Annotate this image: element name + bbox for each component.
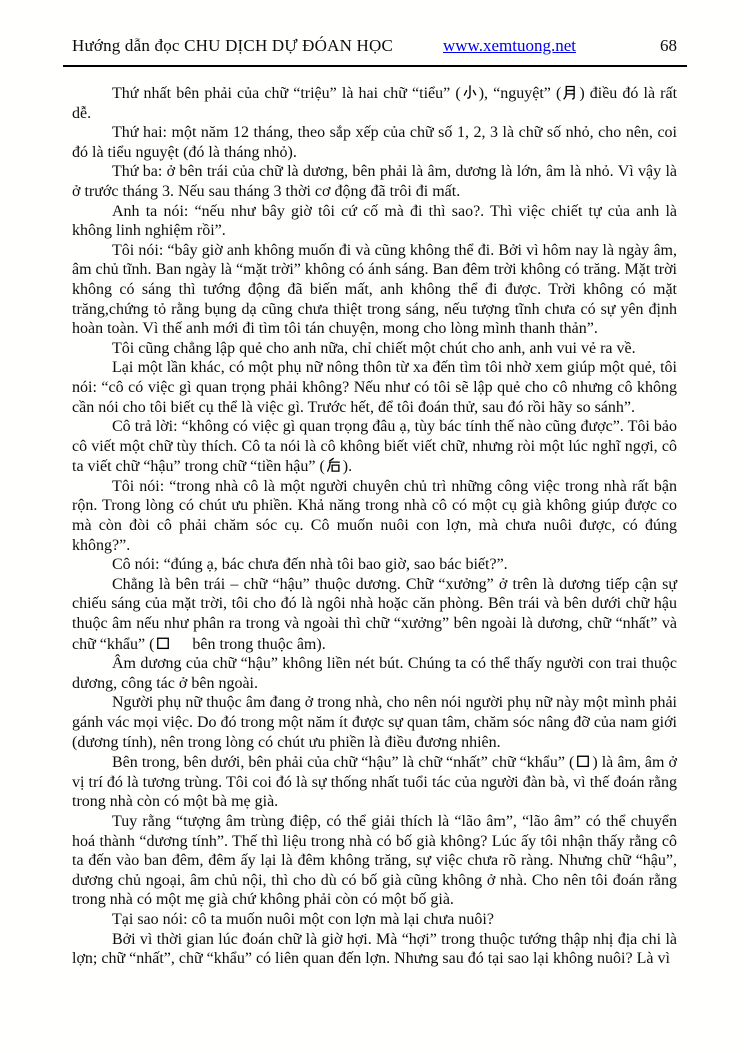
paragraph: Thứ nhất bên phải của chữ “triệu” là hai chữ “tiểu” ( ), “nguyệt” ( ) điều đó là rất dễ. [72, 85, 678, 122]
paragraph: Tuy rằng “tượng âm trùng điệp, có thể giải thích là “lão âm”, “lão âm” có thể chuyển hoá thành “dương tính”. Thế thì liệu trong nhà có bố già không? Lúc ấy tôi nhận thấy rằng cô ta đến vào ban đêm, đêm ấy lại là đêm không trăng, sự việc chưa rõ ràng. Nhưng chữ “hậu”, dương chủ ngoại, âm chủ nội, thì cho dù có bố già cũng không ở nhà. Cho nên tôi đoán rằng trong nhà có một mẹ già chứ không phải còn có một bố già. [72, 812, 677, 909]
paragraph: Thứ hai: một năm 12 tháng, theo sắp xếp của chữ số 1, 2, 3 là chữ số nhỏ, cho nên, coi đó là tiểu nguyệt (đó là tháng nhỏ). [72, 124, 677, 161]
paragraph: Bởi vì thời gian lúc đoán chữ là giờ hợi. Mà “hợi” trong thuộc tướng thập nhị địa chi là lợn; chữ “nhất”, chữ “khẩu” có liên quan đến lợn. Nhưng sau đó tại sao lại không nuôi? Là vì [72, 930, 677, 968]
paragraph: Tại sao nói: cô ta muốn nuôi một con lợn mà lại chưa nuôi? [112, 910, 494, 928]
header-title: Hướng dẫn đọc CHU DỊCH DỰ ĐÓAN HỌC [72, 36, 394, 55]
paragraph: Chẳng là bên trái – chữ “hậu” thuộc dương. Chữ “xưởng” ở trên là dương tiếp cận sự chiếu sáng của mặt trời, tôi cho đó là ngôi nhà hoặc căn phòng. Bên trái và bên dưới chữ hậu thuộc âm nếu như phân ra trong và ngoài thì chữ “xưởng” bên ngoài là dương, chữ “nhất” và chữ “khẩu” ( bên trong thuộc âm). [72, 575, 677, 653]
page-body [72, 83, 677, 969]
page-header [72, 36, 677, 56]
paragraph: Người phụ nữ thuộc âm đang ở trong nhà, cho nên nói người phụ nữ này một mình phải gánh vác mọi việc. Do đó trong một năm ít được sự quan tâm, chăm sóc nâng đỡ của nam giới (dương tính), nên trong lòng có chút ưu phiền là điều đương nhiên. [72, 694, 677, 751]
paragraph: Cô trả lời: “không có việc gì quan trọng đâu ạ, tùy bác tính thế nào cũng được”. Tôi bảo cô viết một chữ tùy thích. Cô ta nói là cô không biết viết chữ, nhưng ròi một lúc nghĩ ngợi, cô ta viết chữ “hậu” trong chữ “tiền hậu” ( ). [72, 418, 677, 476]
header-rule [63, 65, 687, 67]
paragraph: Tôi nói: “trong nhà cô là một người chuyên chủ trì những công việc trong nhà rất bận rộn. Trong lòng có chút ưu phiền. Khả năng trong nhà cô có một cụ già không giúp được co mà còn đòi cô phải chăm sóc cụ. Cô muốn nuôi con lợn, mà chưa nuôi được, có đúng không?”. [72, 477, 677, 554]
paragraph: Tôi cũng chẳng lập quẻ cho anh nữa, chỉ chiết một chút cho anh, anh vui vẻ ra về. [112, 339, 636, 357]
cjk-chu-tieu-glyph [461, 83, 479, 104]
paragraph: Thứ ba: ở bên trái của chữ là dương, bên phải là âm, dương là lớn, âm là nhỏ. Vì vậy là ở trước tháng 3. Nếu sau tháng 3 thời cơ động đã trôi đi mất. [72, 163, 677, 200]
paragraph: Tôi nói: “bây giờ anh không muốn đi và cũng không thể đi. Bởi vì hôm nay là ngày âm, âm chủ tĩnh. Ban ngày là “mặt trời” không có ánh sáng. Ban đêm trời không có trăng. Mặt trời không có sáng thì tướng động đã biến mất, anh không thể đi được. Trời không có mặt trăng,chứng tỏ rằng bụng dạ cũng chưa thiệt trong sáng, nếu tượng tĩnh chưa có sự yên định hoàn toàn. Vì thế anh mới đi tìm tôi tán chuyện, mong cho lòng mình thanh thản”. [72, 241, 677, 338]
cjk-chu-nguyet-glyph [561, 83, 579, 104]
cjk-chu-khau-glyph [574, 752, 592, 773]
page-number: 68 [660, 36, 677, 55]
cjk-chu-khau-glyph [154, 634, 172, 655]
paragraph: Lại một lần khác, có một phụ nữ nông thôn từ xa đến tìm tôi nhờ xem giúp một quẻ, tôi nói: “cô có việc gì quan trọng phải không? Nếu như có tôi sẽ lập quẻ cho cô nhưng cô không cần nói cho tôi biết cụ thể là việc gì. Trước hết, để tôi đoán thử, sau đó rồi hãy so sánh”. [72, 359, 677, 416]
paragraph: Cô nói: “đúng ạ, bác chưa đến nhà tôi bao giờ, sao bác biết?”. [112, 556, 508, 574]
header-link[interactable]: www.xemtuong.net [443, 36, 576, 55]
paragraph: Bên trong, bên dưới, bên phải của chữ “hậu” là chữ “nhất” chữ “khẩu” ( ) là âm, âm ở vị trí đó là tương trùng. Tôi coi đó là sự thống nhất tuổi tác của người đàn bà, vì thế đoán rằng trong nhà còn có một bà mẹ già. [72, 754, 677, 811]
paragraph: Âm dương của chữ “hậu” không liền nét bút. Chúng ta có thể thấy người con trai thuộc dương, công tác ở bên ngoài. [72, 655, 677, 692]
paragraph: Anh ta nói: “nếu như bây giờ tôi cứ cố mà đi thì sao?. Thì việc chiết tự của anh là không linh nghiệm rồi”. [72, 202, 677, 240]
cjk-chu-hau-glyph [325, 456, 343, 477]
